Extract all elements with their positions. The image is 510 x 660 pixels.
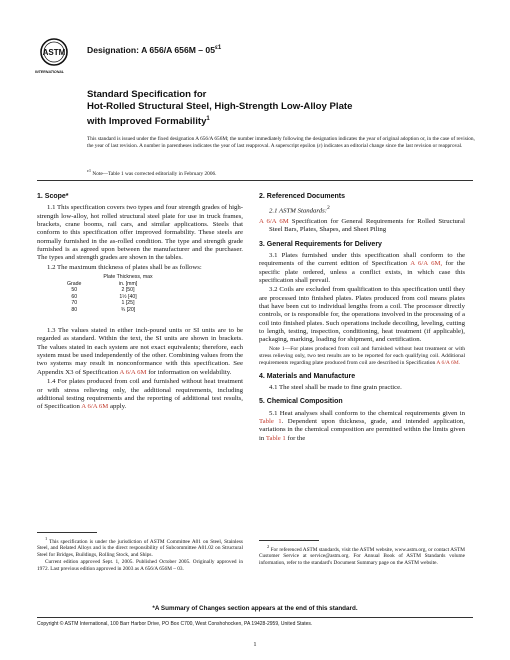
para-2-1-text: 2.1 ASTM Standards: [269, 207, 327, 215]
footnote-2 [259, 544, 465, 567]
para-1-2: 1.2 The maximum thickness of plates shall be as follows: [47, 263, 202, 271]
logo-caption: INTERNATIONAL [35, 70, 65, 74]
table-header-grade: Grade [67, 280, 82, 287]
cell-thickness: 2 [50] [121, 287, 135, 294]
section-2-heading: 2. Referenced Documents [259, 193, 345, 200]
header-rule [37, 180, 473, 181]
issued-statement: This standard is issued under the fixed designation A 656/A 656M; the number immediately following the designation indicates the year of original adoption or, in the case of revision, the year of last revision. A number in parentheses indicates the year of last reapproval. A superscript epsilon (ε) indicates an editorial change since the last revision or reapproval. [87, 136, 475, 149]
footnote-2-text: For referenced ASTM standards, visit the ASTM website, www.astm.org, or contact ASTM Customer Service at service@astm.org. For Annual Book of ASTM Standards volume information, refer to the standard's Document Summary page on the ASTM website. [259, 546, 466, 567]
para-1-3 [37, 327, 243, 377]
footnote-rule-right [259, 540, 319, 541]
page-number: 1 [253, 641, 257, 648]
link-a6[interactable]: A 6/A 6M [259, 217, 289, 225]
section-3-heading: 3. General Requirements for Delivery [259, 240, 382, 248]
copyright: Copyright © ASTM International, 100 Barr Harbor Drive, PO Box C700, West Conshohocken, PA 19428-2959, United States. [37, 621, 313, 627]
cell-grade: 50 [71, 287, 78, 294]
para-3-1-text-end: for the specific plate ordered, unless a conflict exists, in which case this specification shall prevail. [259, 260, 465, 284]
reference-item [259, 218, 465, 235]
footnote-rule-left [37, 532, 97, 533]
note-1-text: Note 1—For plates produced from coil and furnished without heat treatment or with stress relieving only, two test results are to be reported for each qualifying coil. Additional requirements regarding plate produced from coil are described in Specification [259, 345, 465, 366]
para-5-1-text: 5.1 Heat analyses shall conform to the chemical requirements given in [269, 409, 465, 417]
footer-rule [37, 617, 473, 618]
designation [87, 45, 221, 55]
para-3-1-text: 3.1 Plates furnished under this specification shall conform to the requirements of the current edition of Specification [259, 251, 465, 268]
title-block [87, 89, 482, 128]
para-3-1 [259, 252, 465, 285]
para-1-4-text: 1.4 For plates produced from coil and furnished without heat treatment or with stress relieving only, the additional requirements, including additional testing requirements and the reporting of additional test results, of Specification [37, 378, 243, 411]
table-header-thickness-line2: in. [mm] [118, 280, 138, 287]
left-column [37, 193, 243, 413]
cell-grade: 60 [71, 293, 78, 300]
para-5-1 [259, 410, 465, 443]
designation-epsilon: ε1 [215, 45, 222, 52]
para-1-4 [37, 378, 243, 411]
para-2-1 [259, 204, 465, 216]
footnote-1-para-b: Current edition approved Sept. 1, 2005. Published October 2005. Originally approved in 1972. Last previous edition approved in 2003 as A 656/A 656M – 03. [37, 558, 243, 572]
footnote-1 [37, 536, 243, 572]
link-a6[interactable]: A 6/A 6M [119, 368, 147, 376]
reference-text: Specification for General Requirements for Rolled Structural Steel Bars, Plates, Shapes, and Sheet Piling [269, 217, 465, 234]
title-line-1: Standard Specification for [87, 89, 207, 100]
link-table-1[interactable]: Table 1 [259, 418, 282, 426]
cell-grade: 70 [71, 300, 78, 307]
cell-thickness: 1 [25] [121, 300, 135, 307]
link-a6[interactable]: A 6/A 6M [81, 403, 109, 411]
footnote-2-para [259, 544, 465, 567]
para-1-4-text-end: apply. [108, 403, 127, 411]
para-3-2: 3.2 Coils are excluded from qualification to this specification until they are processed into finished plates. Plates produced from coil means plates that have been cut to individual lengths from a coil. The processor directly controls, or is responsible for, the operations involved in the processing of a coil into finished plates. Such operations include decoiling, leveling, cutting to length, testing, inspection, conditioning, heat treatment (if applicable), packaging, marking, loading for shipment, and certification. [259, 286, 465, 344]
cell-thickness: 1½ [40] [119, 293, 137, 300]
editorial-note-epsilon: ε1 [87, 168, 92, 173]
para-4-1: 4.1 The steel shall be made to fine grain practice. [269, 384, 402, 392]
section-4-heading: 4. Materials and Manufacture [259, 372, 356, 380]
section-5-heading: 5. Chemical Composition [259, 398, 343, 406]
table-row [67, 307, 175, 314]
link-table-1[interactable]: Table 1 [265, 434, 286, 442]
svg-text:ASTM: ASTM [42, 48, 66, 57]
editorial-note-text: Note—Table 1 was corrected editorially in February 2006. [91, 170, 217, 177]
footnote-2-ref: 2 [326, 205, 330, 212]
cell-thickness: ¾ [20] [120, 306, 136, 313]
link-a6[interactable]: A 6/A 6M, [410, 260, 443, 268]
para-1-3-text: 1.3 The values stated in either inch-pound units or SI units are to be regarded as standard. Within the text, the SI units are shown in brackets. The values stated in each system are not exact equivalents; therefore, each system must be used independently of the other. Combining values from the two systems may result in nonconformance with this specification. See Appendix X3 of Specification [37, 327, 243, 376]
summary-of-changes-note: *A Summary of Changes section appears at the end of this standard. [152, 605, 358, 612]
footnote-1-text-a: This specification is under the jurisdiction of ASTM Committee A01 on Steel, Stainless Steel, and Related Alloys and is the direct responsibility of Subcommittee A01.02 on Structural Steel for Bridges, Buildings, Rolling Stock, and Ships. [37, 538, 243, 559]
designation-text: Designation: A 656/A 656M – 05 [87, 45, 215, 55]
para-1-3-text-end: for information on weldability. [146, 368, 232, 376]
table-header-thickness [103, 274, 174, 287]
title-line-3-text: with Improved Formability [87, 116, 207, 128]
right-column [259, 193, 465, 444]
astm-logo [37, 37, 71, 71]
title-footnote-ref: 1 [206, 116, 210, 122]
footnote-2-marker: 2 [267, 544, 270, 549]
footnote-1-para-a [37, 536, 243, 559]
thickness-table [67, 274, 175, 313]
para-5-1-text-mid: . Dependent upon thickness, grade, and intended application, variations in the chemical composition are permitted within the limits given in [259, 418, 465, 442]
editorial-note [87, 168, 216, 177]
section-1-heading: 1. Scope* [37, 193, 69, 200]
table-header-thickness-line1: Plate Thickness, max [103, 274, 153, 281]
note-1 [259, 346, 465, 367]
title-line-2: Hot-Rolled Structural Steel, High-Strength Low-Alloy Plate [87, 101, 353, 112]
footnote-1-marker: 1 [45, 536, 48, 541]
para-5-1-text-end: for the [285, 434, 306, 442]
para-1-1: 1.1 This specification covers two types and four strength grades of high-strength low-alloy, hot rolled structural steel plate for use in truck frames, brackets, crane booms, rail cars, and similar applications. Steels that conform to this specification offer improved formability. These steels are normally furnished in the as-rolled condition. The type and strength grade furnished is as agreed upon between the manufacturer and the purchaser. The types and strength grades are shown in the tables. [37, 204, 243, 262]
title-line-3 [87, 113, 482, 128]
link-a6[interactable]: A 6/A 6M. [436, 359, 461, 366]
cell-grade: 80 [71, 306, 78, 313]
